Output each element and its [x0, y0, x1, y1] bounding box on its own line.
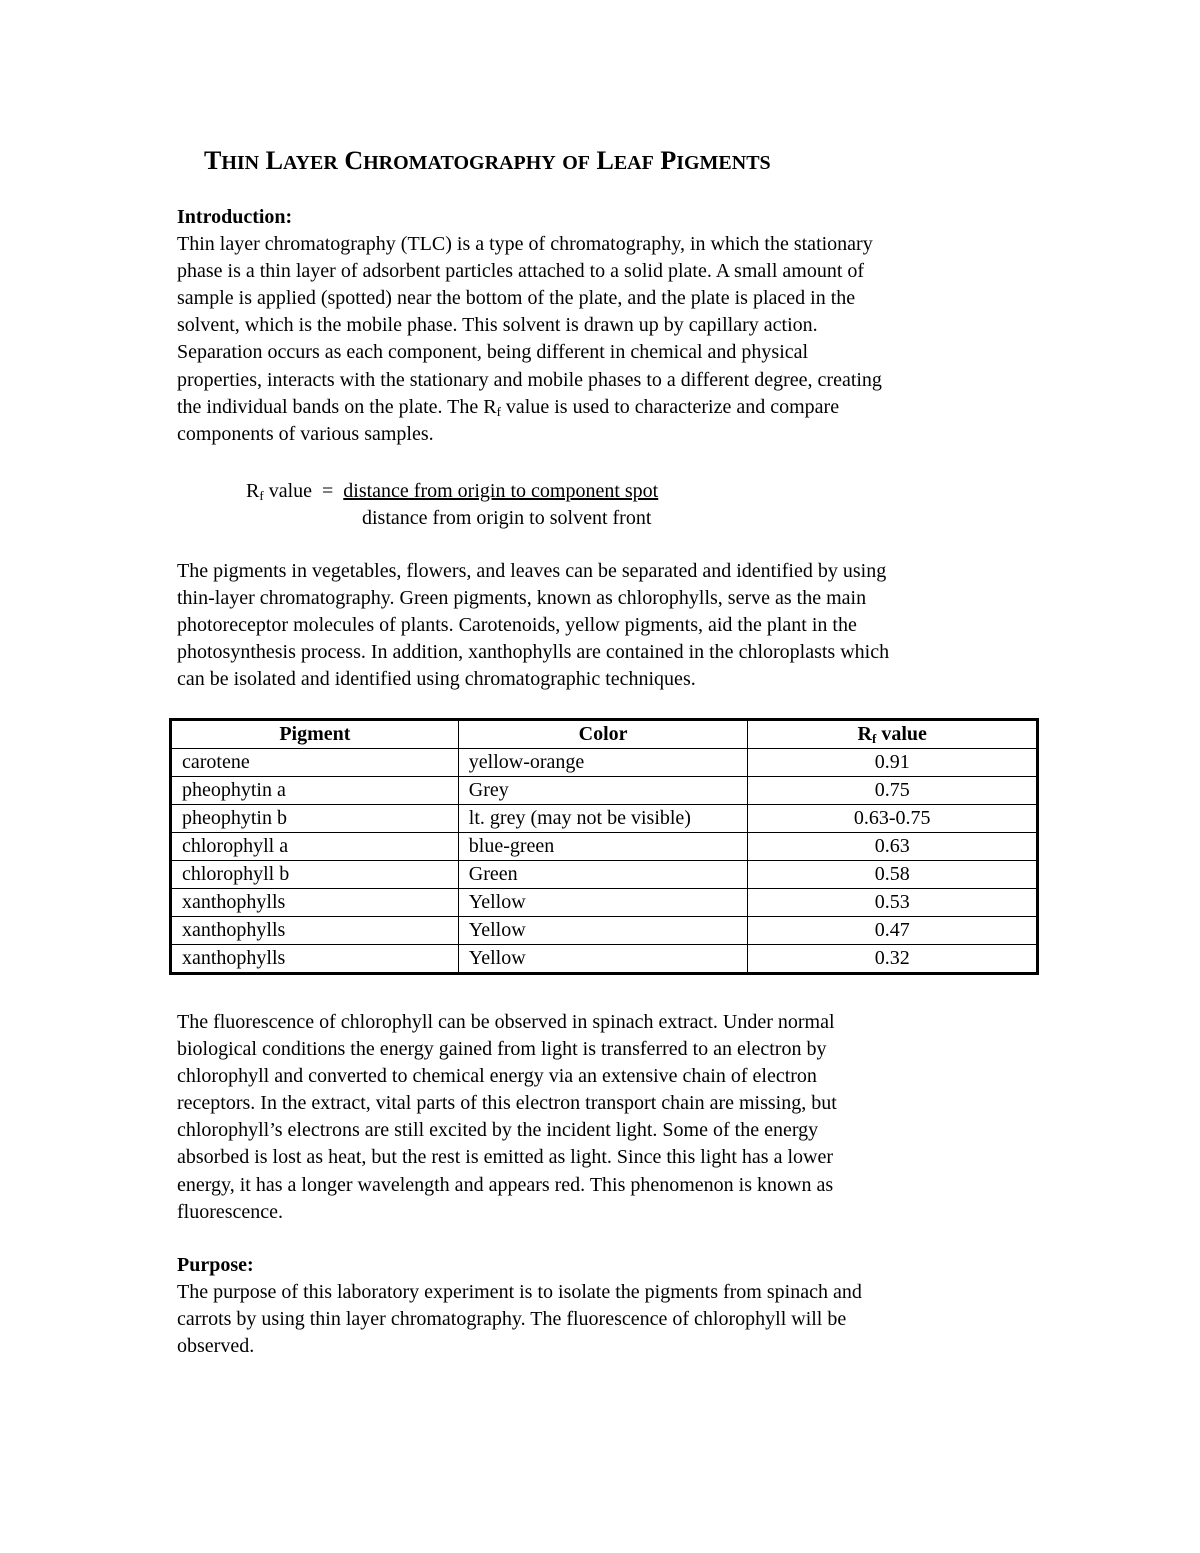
cell-rf: 0.63-0.75 — [748, 805, 1038, 833]
introduction-line: components of various samples. — [177, 422, 434, 445]
cell-rf: 0.47 — [748, 917, 1038, 945]
header-pigment: Pigment — [171, 720, 459, 749]
pigment-table — [169, 718, 1039, 975]
cell-color: Green — [458, 861, 748, 889]
paragraph-line: The pigments in vegetables, flowers, and leaves can be separated and identified by using — [177, 560, 887, 582]
cell-rf: 0.75 — [748, 777, 1038, 805]
cell-color: Grey — [458, 777, 748, 805]
cell-color: Yellow — [458, 917, 748, 945]
formula-denominator: distance from origin to solvent front — [362, 507, 652, 529]
paragraph-line: photoreceptor molecules of plants. Carotenoids, yellow pigments, aid the plant in the — [177, 614, 857, 637]
introduction-line: solvent, which is the mobile phase. This solvent is drawn up by capillary action. — [177, 314, 818, 337]
paragraph-line: can be isolated and identified using chromatographic techniques. — [177, 668, 696, 691]
pigments-paragraph — [177, 558, 1047, 693]
cell-pigment: carotene — [171, 749, 459, 777]
table-row — [171, 861, 1038, 889]
header-color: Color — [458, 720, 748, 749]
paragraph-line: fluorescence. — [177, 1200, 284, 1223]
table-row — [171, 805, 1038, 833]
table-row — [171, 777, 1038, 805]
paragraph-line: thin-layer chromatography. Green pigments, known as chlorophylls, serve as the main — [177, 587, 867, 610]
table-row — [171, 889, 1038, 917]
page-title — [204, 146, 771, 176]
paragraph-line: biological conditions the energy gained from light is transferred to an electron by — [177, 1038, 827, 1061]
introduction-line: properties, interacts with the stationary and mobile phases to a different degree, creating — [177, 368, 882, 391]
cell-rf: 0.58 — [748, 861, 1038, 889]
purpose-line: observed. — [177, 1335, 255, 1358]
table-row — [171, 917, 1038, 945]
cell-rf: 0.32 — [748, 945, 1038, 974]
introduction-heading: Introduction: — [177, 206, 293, 228]
cell-color: blue-green — [458, 833, 748, 861]
cell-pigment: chlorophyll b — [171, 861, 459, 889]
paragraph-line: receptors. In the extract, vital parts of this electron transport chain are missing, but — [177, 1092, 837, 1115]
paragraph-line: The fluorescence of chlorophyll can be observed in spinach extract. Under normal — [177, 1011, 835, 1033]
rf-formula — [246, 478, 658, 532]
cell-color: Yellow — [458, 945, 748, 974]
table-row — [171, 833, 1038, 861]
fluorescence-paragraph — [177, 1009, 1047, 1226]
formula-numerator-row: $R_f$ value = distance from origin to component spot — [246, 480, 659, 503]
introduction-line: Thin layer chromatography (TLC) is a type of chromatography, in which the stationary — [177, 233, 873, 256]
title-word: LAYER — [265, 146, 338, 175]
cell-pigment: xanthophylls — [171, 889, 459, 917]
title-word: CHROMATOGRAPHY — [344, 146, 556, 175]
title-word: THIN — [204, 146, 260, 175]
cell-pigment: chlorophyll a — [171, 833, 459, 861]
purpose-line: carrots by using thin layer chromatography. The fluorescence of chlorophyll will be — [177, 1308, 847, 1331]
paragraph-line: chlorophyll’s electrons are still excited by the incident light. Some of the energy — [177, 1119, 819, 1142]
table-row — [171, 945, 1038, 974]
title-word: OF — [562, 152, 590, 174]
title-word: PIGMENTS — [660, 146, 771, 175]
paragraph-line: absorbed is lost as heat, but the rest is emitted as light. Since this light has a lower — [177, 1146, 833, 1169]
purpose-section — [177, 1252, 1047, 1360]
introduction-line: the individual bands on the plate. The $R_f$ value is used to characterize and compare — [177, 395, 840, 419]
cell-rf: 0.53 — [748, 889, 1038, 917]
formula-numerator: distance from origin to component spot — [343, 480, 659, 502]
paragraph-line: energy, it has a longer wavelength and appears red. This phenomenon is known as — [177, 1173, 834, 1196]
cell-pigment: pheophytin a — [171, 777, 459, 805]
cell-rf: 0.91 — [748, 749, 1038, 777]
purpose-heading: Purpose: — [177, 1254, 254, 1276]
table-row — [171, 749, 1038, 777]
cell-color: yellow-orange — [458, 749, 748, 777]
cell-color: lt. grey (may not be visible) — [458, 805, 748, 833]
cell-rf: 0.63 — [748, 833, 1038, 861]
header-rf-value: $R_f$ value — [748, 720, 1038, 749]
introduction-section — [177, 204, 1047, 448]
table-header-row — [171, 720, 1038, 749]
cell-pigment: xanthophylls — [171, 917, 459, 945]
cell-pigment: xanthophylls — [171, 945, 459, 974]
introduction-line: phase is a thin layer of adsorbent particles attached to a solid plate. A small amount of — [177, 260, 865, 283]
title-word: LEAF — [596, 146, 654, 175]
introduction-line: sample is applied (spotted) near the bottom of the plate, and the plate is placed in the — [177, 287, 856, 310]
cell-pigment: pheophytin b — [171, 805, 459, 833]
cell-color: Yellow — [458, 889, 748, 917]
paragraph-line: photosynthesis process. In addition, xanthophylls are contained in the chloroplasts which — [177, 641, 890, 664]
paragraph-line: chlorophyll and converted to chemical energy via an extensive chain of electron — [177, 1065, 817, 1088]
purpose-line: The purpose of this laboratory experiment is to isolate the pigments from spinach and — [177, 1281, 862, 1304]
introduction-line: Separation occurs as each component, being different in chemical and physical — [177, 341, 809, 364]
